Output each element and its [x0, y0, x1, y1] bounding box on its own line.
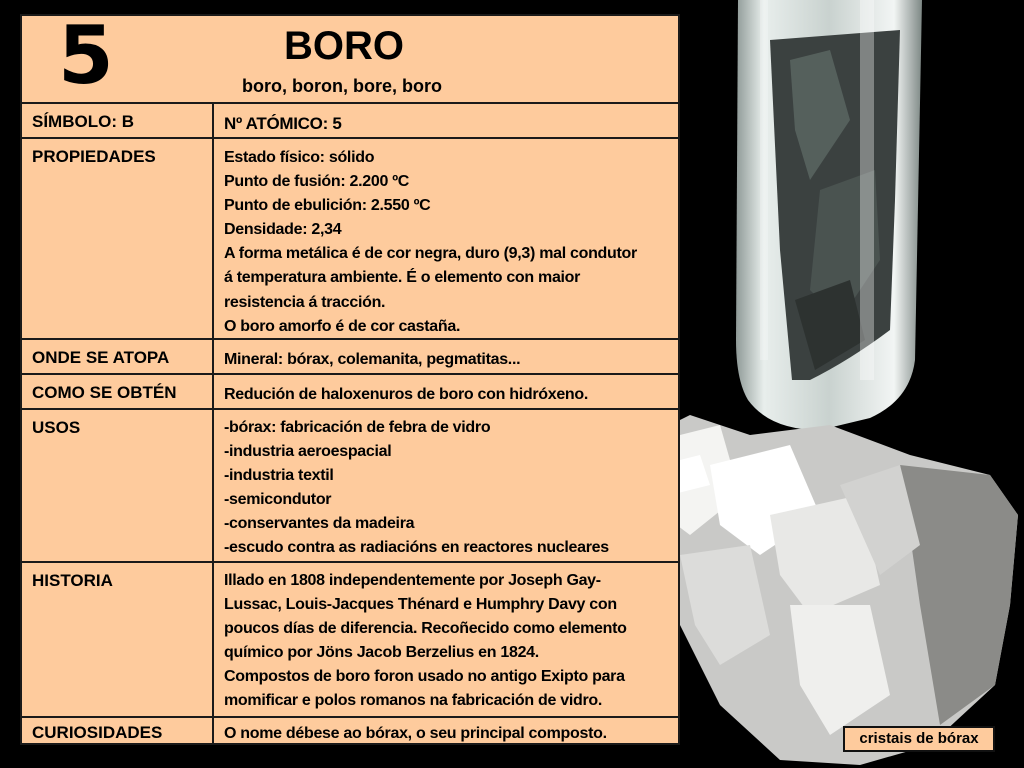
curiosities-value: O nome débese ao bórax, o seu principal composto.: [224, 725, 607, 742]
row-curiosities: [22, 716, 678, 745]
history-line: poucos días de diferencia. Recoñecido como elemento: [224, 620, 627, 638]
obtain-value: Redución de haloxenuros de boro con hidróxeno.: [224, 386, 589, 403]
row-obtain: [22, 373, 678, 408]
properties-line: A forma metálica é de cor negra, duro (9,3) mal condutor: [224, 245, 637, 263]
properties-line: Densidade: 2,34: [224, 221, 342, 239]
history-line: Compostos de boro foron usado no antigo Exipto para: [224, 668, 625, 686]
history-line: químico por Jöns Jacob Berzelius en 1824.: [224, 644, 539, 662]
properties-line: O boro amorfo é de cor castaña.: [224, 317, 461, 335]
boron-vial-photo: [700, 0, 1024, 440]
history-line: Lussac, Louis-Jacques Thénard e Humphry Davy con: [224, 596, 617, 614]
element-translations: boro, boron, bore, boro: [242, 76, 442, 96]
properties-text: [224, 146, 637, 339]
card-header: [22, 9, 678, 102]
properties-label: PROPIEDADES: [32, 147, 156, 166]
obtain-label: COMO SE OBTÉN: [32, 383, 177, 402]
element-name: BORO: [284, 24, 404, 68]
row-where: [22, 338, 678, 373]
history-line: momificar e polos romanos na fabricación de vidro.: [224, 692, 602, 710]
row-history: [22, 561, 678, 716]
properties-line: Punto de ebulición: 2.550 ºC: [224, 197, 431, 215]
uses-line: -semicondutor: [224, 491, 332, 509]
properties-line: resistencia á tracción.: [224, 293, 386, 311]
symbol-label: SÍMBOLO: B: [32, 112, 134, 131]
uses-label: USOS: [32, 418, 81, 437]
atomic-number-value: Nº ATÓMICO: 5: [224, 114, 342, 133]
row-properties: [22, 137, 678, 338]
row-uses: [22, 408, 678, 561]
uses-line: -industria aeroespacial: [224, 443, 392, 461]
uses-line: -bórax: fabricación de febra de vidro: [224, 419, 491, 436]
uses-line: -industria textil: [224, 467, 334, 485]
uses-text: [224, 416, 609, 561]
properties-line: Estado físico: sólido: [224, 149, 375, 166]
history-text: [224, 569, 627, 714]
row-symbol: [22, 102, 678, 137]
properties-line: Punto de fusión: 2.200 ºC: [224, 173, 410, 191]
history-label: HISTORIA: [32, 571, 113, 590]
element-card: [20, 9, 680, 745]
where-label: ONDE SE ATOPA: [32, 348, 170, 367]
photo-caption: cristais de bórax: [843, 726, 995, 752]
history-line: Illado en 1808 independentemente por Joseph Gay-: [224, 572, 601, 589]
uses-line: -escudo contra as radiacións en reactores nucleares: [224, 539, 609, 557]
atomic-number-big: 5: [58, 9, 114, 102]
uses-line: -conservantes da madeira: [224, 515, 415, 533]
curiosities-label: CURIOSIDADES: [32, 723, 163, 742]
where-value: Mineral: bórax, colemanita, pegmatitas...: [224, 351, 521, 368]
properties-line: á temperatura ambiente. É o elemento con maior: [224, 269, 581, 287]
